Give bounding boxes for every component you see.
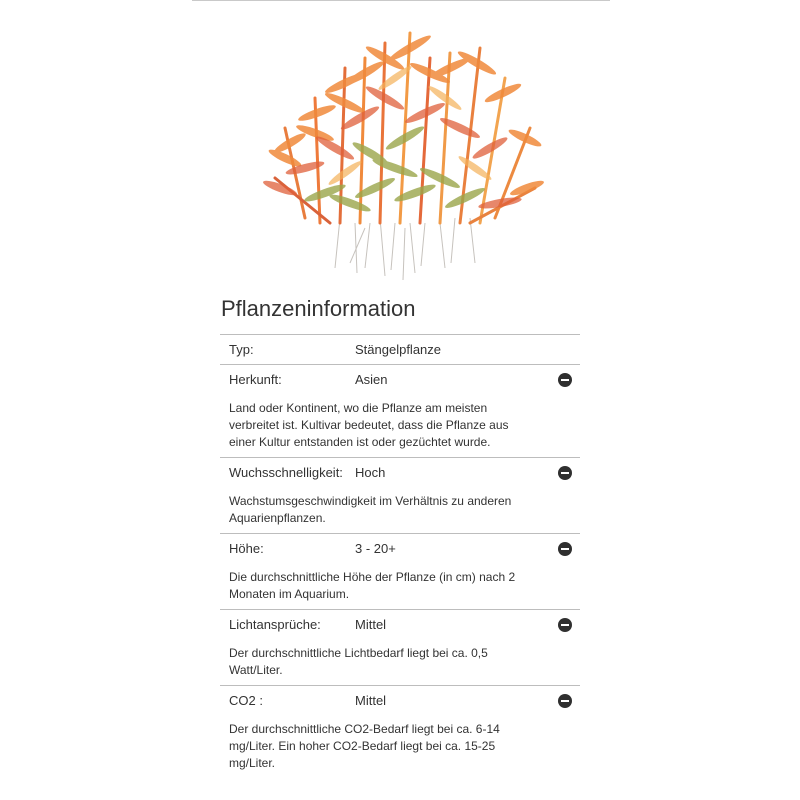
row-label: Lichtansprüche: [229,617,321,632]
row-header [220,335,580,364]
minus-circle-icon[interactable] [558,542,572,556]
row-description: Land oder Kontinent, wo die Pflanze am meisten verbreitet ist. Kultivar bedeutet, dass die Pflanze aus einer Kultur entstanden ist oder gezüchtet wurde. [229,401,509,449]
row-header[interactable] [220,686,580,715]
row-label: Herkunft: [229,372,282,387]
row-label: Typ: [229,342,254,357]
info-row-co2 [220,686,580,778]
info-row-light [220,610,580,686]
minus-circle-icon[interactable] [558,694,572,708]
plant-info-panel [220,294,580,778]
panel-title: Pflanzeninformation [220,294,580,335]
row-header[interactable] [220,534,580,563]
info-row-growth-speed [220,458,580,534]
minus-circle-icon[interactable] [558,618,572,632]
row-label: Höhe: [229,541,264,556]
row-value: 3 - 20+ [355,541,396,556]
row-label: CO2 : [229,693,263,708]
top-divider [192,0,610,1]
row-header[interactable] [220,365,580,394]
info-row-origin [220,365,580,458]
row-value: Mittel [355,693,387,708]
row-value: Mittel [355,617,387,632]
row-label: Wuchsschnelligkeit: [229,465,343,480]
row-description: Die durchschnittliche Höhe der Pflanze (in cm) nach 2 Monaten im Aquarium. [229,570,516,601]
row-header[interactable] [220,458,580,487]
row-description: Wachstumsgeschwindigkeit im Verhältnis zu anderen Aquarienpflanzen. [229,494,512,525]
row-description: Der durchschnittliche CO2-Bedarf liegt bei ca. 6-14 mg/Liter. Ein hoher CO2-Bedarf liegt bei ca. 15-25 mg/Liter. [229,722,500,770]
row-value: Asien [355,372,388,387]
row-header[interactable] [220,610,580,639]
row-value: Stängelpflanze [355,342,442,357]
info-row-height [220,534,580,610]
minus-circle-icon[interactable] [558,466,572,480]
minus-circle-icon[interactable] [558,373,572,387]
info-row-type [220,335,580,365]
plant-image [245,18,555,283]
row-description: Der durchschnittliche Lichtbedarf liegt bei ca. 0,5 Watt/Liter. [229,646,488,677]
row-value: Hoch [355,465,386,480]
